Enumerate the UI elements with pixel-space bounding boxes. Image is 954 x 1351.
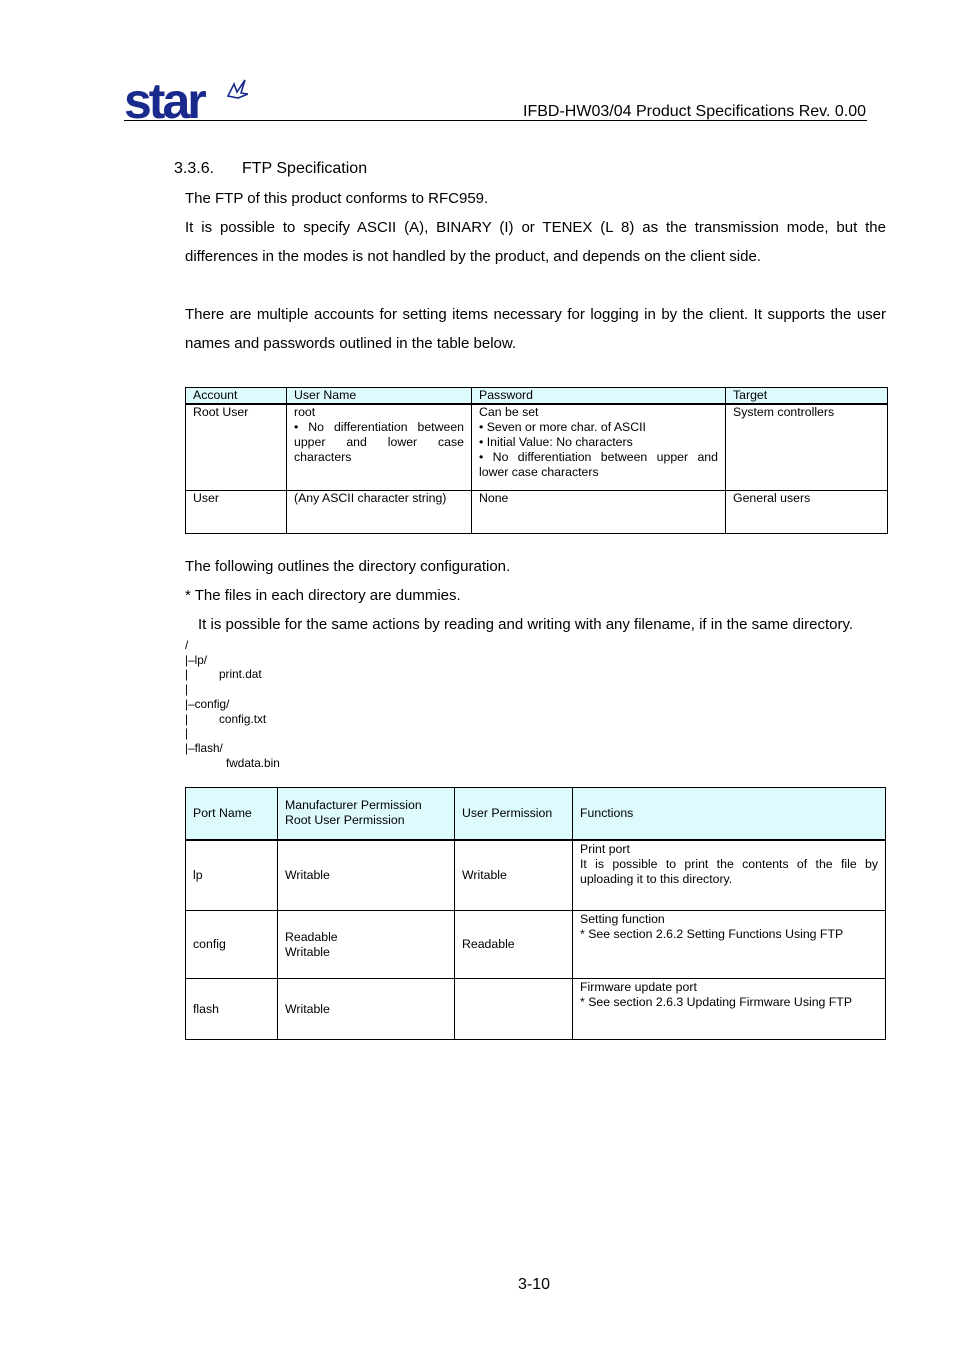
tree-branch: |	[185, 726, 189, 741]
cell-line: Writable	[285, 867, 330, 882]
table-header-row	[186, 788, 886, 840]
table-row	[186, 979, 886, 1040]
star-logo	[124, 74, 248, 122]
cell-password	[472, 404, 726, 490]
table-row	[186, 840, 886, 911]
cell-mfr-permission	[278, 840, 455, 911]
header-line: Manufacturer Permission	[285, 798, 422, 813]
header-password: Password	[472, 388, 726, 405]
cell-target: General users	[726, 490, 888, 533]
header-user-permission: User Permission	[455, 788, 573, 840]
header-user-name: User Name	[287, 388, 472, 405]
cell-line: • Initial Value: No characters	[479, 435, 633, 449]
function-description: * See section 2.6.2 Setting Functions Using FTP	[580, 927, 844, 941]
cell-account: User	[186, 490, 287, 533]
cell-functions	[573, 979, 886, 1040]
cell-line: Writable	[285, 1001, 330, 1016]
section-title: FTP Specification	[242, 160, 368, 177]
cell-functions	[573, 840, 886, 911]
document-title: IFBD-HW03/04 Product Specifications Rev. 0.00	[523, 103, 866, 120]
tree-file-row	[185, 712, 280, 727]
cell-mfr-permission	[278, 979, 455, 1040]
tree-file-fwdata: fwdata.bin	[226, 755, 280, 770]
cell-user-permission	[455, 979, 573, 1040]
header-account: Account	[186, 388, 287, 405]
cell-port: config	[186, 911, 278, 979]
cell-line: • No differentiation between upper and lower case characters	[479, 450, 718, 479]
tree-dir-config: |–config/	[185, 696, 230, 711]
header-divider	[124, 120, 867, 121]
cell-mfr-permission	[278, 911, 455, 979]
cell-line: None	[479, 490, 509, 505]
cell-line: Readable	[285, 929, 338, 944]
function-title: Print port	[580, 841, 630, 856]
cell-account: Root User	[186, 404, 287, 490]
paragraph-any-filename-note: It is possible for the same actions by reading and writing with any filename, if in the same directory.	[198, 616, 854, 633]
cell-target: System controllers	[726, 404, 888, 490]
function-description: * See section 2.6.3 Updating Firmware Using FTP	[580, 995, 853, 1009]
paragraph-dummies-note: * The files in each directory are dummies.	[185, 587, 461, 604]
section-number: 3.3.6.	[174, 160, 215, 177]
tree-dir-lp: |–lp/	[185, 652, 208, 667]
tree-root: /	[185, 638, 189, 652]
function-description: It is possible to print the contents of the file by uploading it to this directory.	[580, 856, 878, 886]
tree-file-config: config.txt	[219, 711, 267, 726]
port-permission-table	[185, 787, 886, 1040]
cell-line: (Any ASCII character string)	[294, 490, 447, 505]
function-title: Setting function	[580, 912, 665, 926]
cell-line: Can be set	[479, 405, 539, 419]
logo-wordmark: star	[124, 74, 204, 122]
cell-port: flash	[186, 979, 278, 1040]
cell-password	[472, 490, 726, 533]
tree-branch: |	[185, 667, 189, 682]
paragraph-directory-config: The following outlines the directory configuration.	[185, 558, 511, 575]
paragraph-rfc: The FTP of this product conforms to RFC959.	[185, 190, 489, 207]
table-row	[186, 911, 886, 979]
cell-user-name	[287, 404, 472, 490]
directory-tree	[185, 638, 280, 770]
cell-user-name	[287, 490, 472, 533]
cell-port: lp	[186, 840, 278, 911]
cell-user-permission: Readable	[455, 911, 573, 979]
logo-star-icon	[228, 80, 248, 98]
page-number: 3-10	[518, 1276, 551, 1293]
cell-user-permission: Writable	[455, 840, 573, 911]
cell-line: root	[294, 405, 316, 419]
cell-line: • No differentiation between upper and lower case characters	[294, 420, 464, 464]
header-port-name: Port Name	[186, 788, 278, 840]
tree-file-print: print.dat	[219, 667, 262, 682]
header-line: Root User Permission	[285, 813, 405, 828]
tree-dir-flash: |–flash/	[185, 740, 223, 755]
header-functions: Functions	[573, 788, 886, 840]
tree-branch: |	[185, 682, 189, 697]
header-manufacturer-permission	[278, 788, 455, 840]
header-target: Target	[726, 388, 888, 405]
cell-line: • Seven or more char. of ASCII	[479, 420, 646, 434]
paragraph-transmission-mode: It is possible to specify ASCII (A), BINARY (I) or TENEX (L 8) as the transmission mode, but the differences in the modes is not handled by the product, and depends on the client side.	[185, 219, 886, 265]
table-row	[186, 490, 888, 533]
table-header-row	[186, 388, 888, 405]
account-table	[185, 387, 888, 534]
paragraph-accounts: There are multiple accounts for setting items necessary for logging in by the client. It supports the user names and passwords outlined in the table below.	[185, 306, 886, 352]
cell-line: Writable	[285, 944, 330, 959]
table-row	[186, 404, 888, 490]
tree-branch: |	[185, 711, 189, 726]
tree-file-row	[185, 667, 280, 682]
cell-functions	[573, 911, 886, 979]
function-title: Firmware update port	[580, 980, 697, 994]
